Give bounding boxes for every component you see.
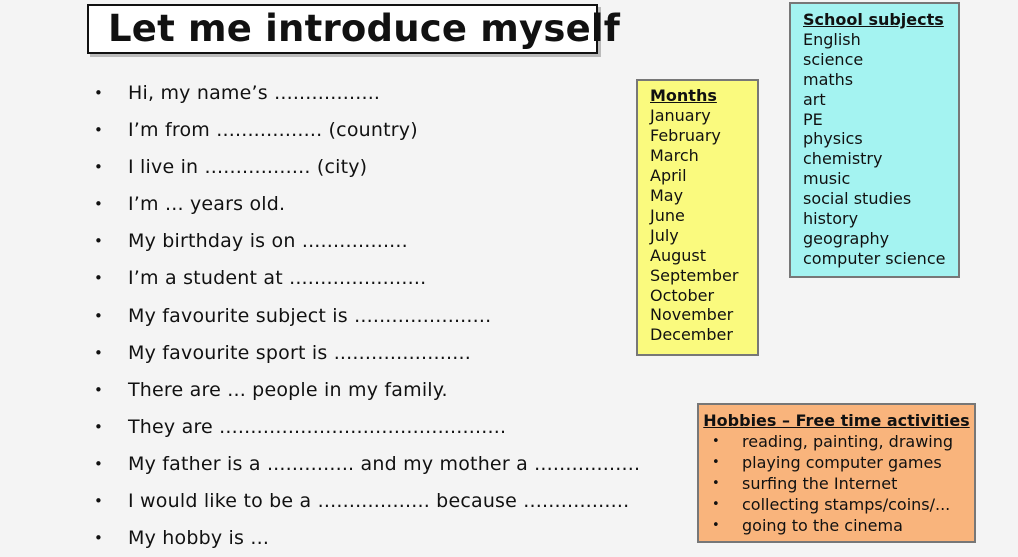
sentence-item [92,149,640,186]
school-subjects-heading: School subjects [803,10,944,29]
hobby-item [699,473,974,494]
sentence-text: I’m from ................. (country) [128,119,418,142]
subject-item: art [803,89,826,109]
bullet-icon: • [94,306,104,325]
sentence-text: There are ... people in my family. [128,378,448,401]
sentence-text: I would like to be a .................. because ................. [128,490,630,513]
month-item: July [650,225,679,245]
sentence-text: I live in ................. (city) [128,156,368,179]
bullet-icon: • [712,476,720,491]
month-item: April [650,165,687,185]
bullet-icon: • [94,158,104,177]
subject-item: English [803,29,861,49]
sentence-item [92,372,640,409]
month-item: March [650,145,699,165]
sentence-text: My favourite subject is ...................... [128,304,492,327]
subject-item: social studies [803,189,912,209]
bullet-icon: • [712,434,720,449]
subject-item: physics [803,129,863,149]
sentence-text: My hobby is ... [128,527,270,550]
subject-item: music [803,169,851,189]
bullet-icon: • [94,380,104,399]
bullet-icon: • [94,195,104,214]
hobby-item [699,515,974,536]
month-item: October [650,285,715,305]
school-subjects-box [789,2,960,278]
month-item: November [650,305,734,325]
page-title: Let me introduce myself [87,4,598,54]
sentence-item [92,186,640,223]
sentence-text: They are .............................................. [128,415,507,438]
hobby-text: collecting stamps/coins/... [742,495,951,514]
month-item: August [650,245,706,265]
hobbies-heading: Hobbies – Free time activities [703,411,970,430]
subject-item: history [803,209,859,229]
bullet-icon: • [94,454,104,473]
hobby-text: playing computer games [742,453,942,472]
month-item: June [650,205,685,225]
month-item: February [650,125,721,145]
hobby-text: surfing the Internet [742,474,898,493]
hobby-text: going to the cinema [742,516,903,535]
hobby-item [699,431,974,452]
bullet-icon: • [712,455,720,470]
sentence-item [92,75,640,112]
subject-item: geography [803,228,890,248]
subject-item: PE [803,109,823,129]
month-item: December [650,325,733,345]
subject-item: science [803,49,864,69]
sentence-text: My favourite sport is ...................... [128,341,471,364]
sentence-text: I’m ... years old. [128,193,286,216]
sentence-text: My birthday is on ................. [128,230,408,253]
sentence-item [92,520,640,557]
bullet-icon: • [94,269,104,288]
bullet-icon: • [94,417,104,436]
months-heading: Months [650,86,717,105]
bullet-icon: • [94,529,104,548]
month-item: September [650,265,739,285]
sentence-item [92,335,640,372]
bullet-icon: • [94,492,104,511]
sentence-item [92,298,640,335]
bullet-icon: • [712,518,720,533]
sentence-item [92,409,640,446]
subject-item: chemistry [803,149,883,169]
bullet-icon: • [94,84,104,102]
sentence-text: My father is a .............. and my mother a ................. [128,452,641,475]
subject-item: maths [803,69,854,89]
sentence-list [92,75,640,557]
bullet-icon: • [94,232,104,251]
months-box [636,79,759,356]
month-item: January [650,105,711,125]
sentence-item [92,223,640,260]
hobby-item [699,452,974,473]
hobby-item [699,494,974,515]
sentence-item [92,112,640,149]
subject-item: computer science [803,248,946,268]
sentence-text: Hi, my name’s ................. [128,82,381,104]
hobbies-list [699,431,974,536]
hobby-text: reading, painting, drawing [742,432,954,451]
hobbies-box [697,403,976,543]
sentence-item [92,446,640,483]
bullet-icon: • [712,497,720,512]
sentence-item [92,483,640,520]
bullet-icon: • [94,121,104,140]
month-item: May [650,185,684,205]
bullet-icon: • [94,343,104,362]
sentence-item [92,260,640,297]
sentence-text: I’m a student at ...................... [128,267,427,290]
